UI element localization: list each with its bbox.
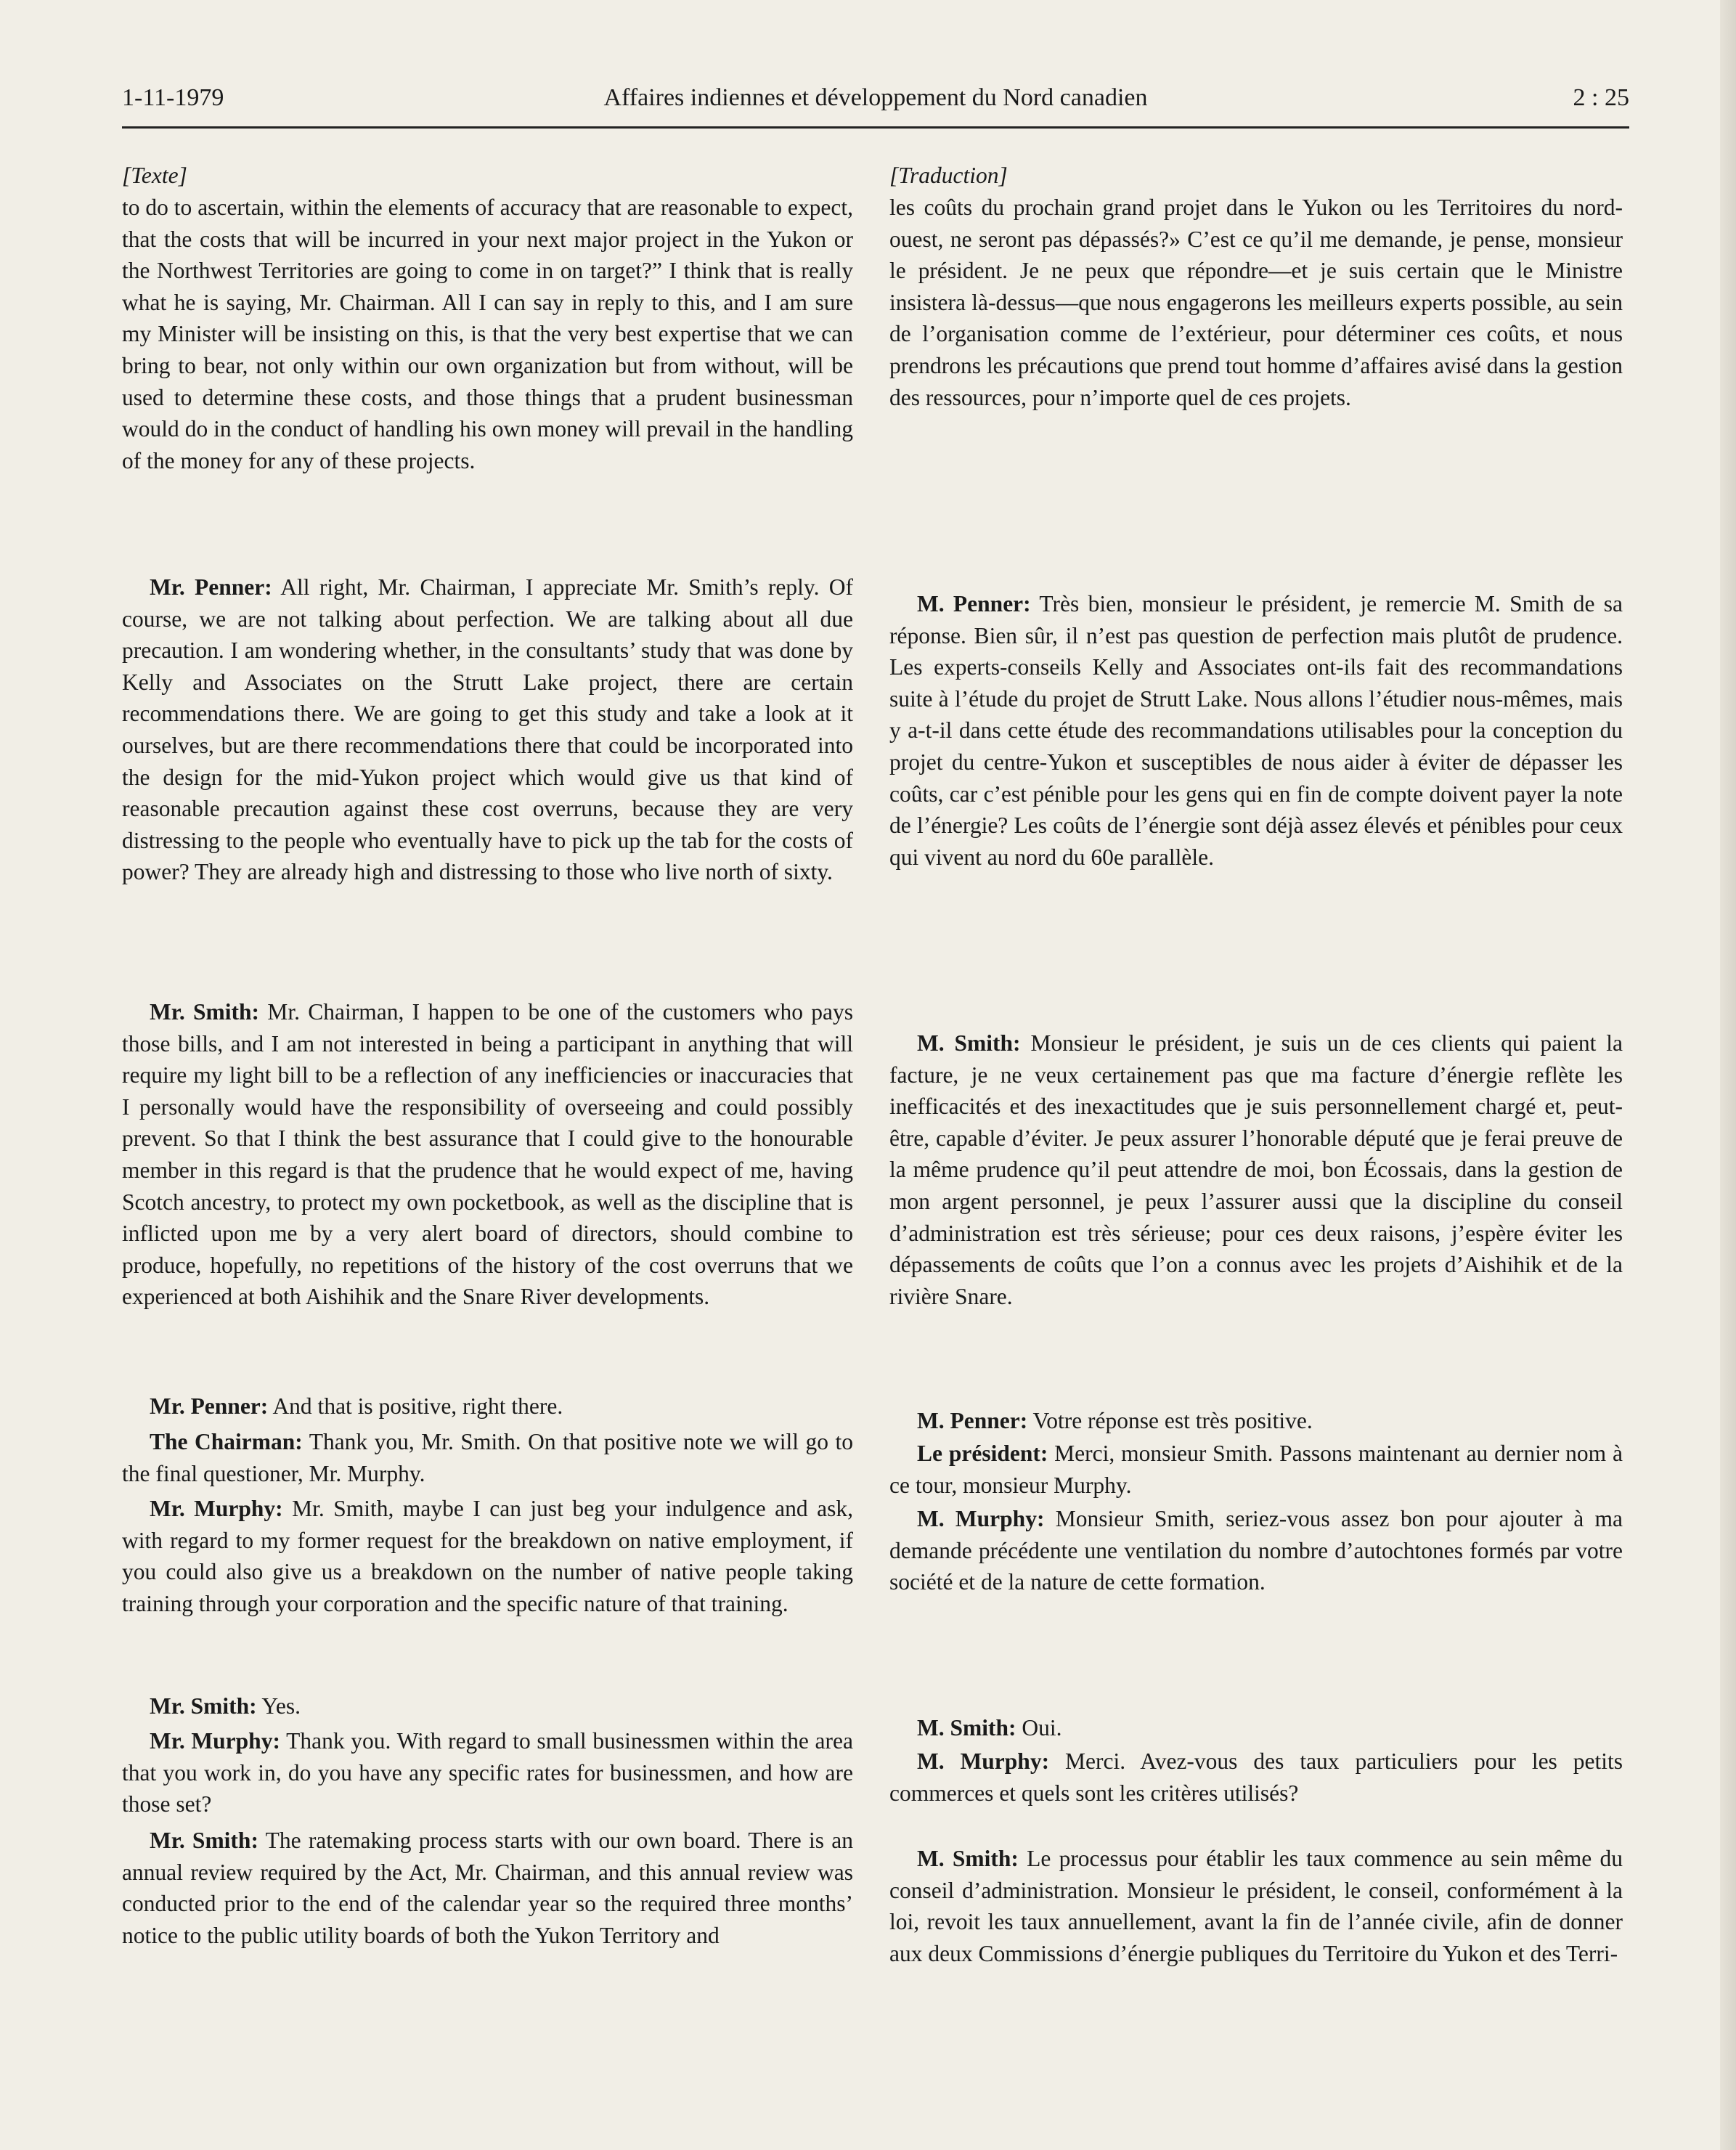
french-paragraph-9 (889, 1843, 1623, 1969)
english-paragraph-5 (122, 1426, 853, 1489)
running-header (122, 84, 1629, 122)
french-paragraph-text: Le processus pour établir les taux commence au sein même du conseil d’administration. Monsieur le président, le conseil, conformément à la loi, revoit les taux annuellement, avant la fin de l’année civile, afin de donner aux deux Commissions d’énergie publiques du Territoire du Yukon et des Terri- (889, 1846, 1623, 1966)
french-paragraph-text: Merci. Avez-vous des taux particuliers pour les petits commerces et quels sont les critères utilisés? (889, 1748, 1623, 1806)
french-paragraph-7 (889, 1712, 1623, 1744)
french-paragraph-8 (889, 1746, 1623, 1809)
french-paragraph-6 (889, 1503, 1623, 1598)
french-paragraph-text: Votre réponse est très positive. (1032, 1408, 1313, 1433)
english-paragraph-text: All right, Mr. Chairman, I appreciate Mr. Smith’s reply. Of course, we are not talking about perfection. We are talking about all due precaution. I am wondering whether, in the consultants’ study that was done by Kelly and Associates on the Strutt Lake project, there are certain recommendations there. We are going to get this study and take a look at it ourselves, but are there recommendations there that could be incorporated into the design for the mid-Yukon project which would give us that kind of reasonable precaution against these cost overruns, because they are very distressing to the people who eventually have to pick up the tab for the costs of power? They are already high and distressing to those who live north of sixty. (122, 574, 853, 885)
english-column (122, 160, 854, 1948)
speaker-label: The Chairman: (150, 1429, 303, 1454)
header-title: Affaires indiennes et développement du Nord canadien (603, 84, 1148, 111)
speaker-label: Mr. Murphy: (150, 1496, 283, 1521)
speaker-label: M. Smith: (917, 1846, 1019, 1871)
english-paragraph-text: Mr. Smith, maybe I can just beg your indulgence and ask, with regard to my former request for the breakdown on native employment, if you could also give us a breakdown on the number of native people taking training through your corporation and the specific nature of that training. (122, 1496, 853, 1616)
speaker-label: Mr. Murphy: (150, 1728, 280, 1754)
speaker-label: Mr. Smith: (150, 1828, 258, 1853)
french-paragraph-3 (889, 1027, 1623, 1312)
english-paragraph-text: Thank you. With regard to small businessmen within the area that you work in, do you have any specific rates for businessmen, and how are those set? (122, 1728, 853, 1817)
english-paragraph-6 (122, 1493, 853, 1619)
french-column-label: [Traduction] (889, 163, 1008, 188)
header-page-number: 2 : 25 (1573, 84, 1629, 111)
speaker-label: M. Penner: (917, 591, 1031, 616)
french-paragraph-text: Très bien, monsieur le président, je remercie M. Smith de sa réponse. Bien sûr, il n’est pas question de perfection mais plutôt de prudence. Les experts-conseils Kelly and Associates ont-ils fait des recommandations suite à l’étude du projet de Strutt Lake. Nous allons l’étudier nous-mêmes, mais y a-t-il dans cette étude des recommandations utilisables pour la conception du projet du centre-Yukon et susceptibles de nous aider à éviter de dépasser les coûts, car c’est pénible pour les gens qui en fin de compte doivent payer la note de l’énergie? Les coûts de l’énergie sont déjà assez élevés et pénibles pour ceux qui vivent au nord du 60e parallèle. (889, 591, 1623, 870)
english-paragraph-9 (122, 1825, 853, 1951)
header-rule (122, 126, 1629, 129)
speaker-label: Mr. Penner: (150, 574, 272, 600)
english-paragraph-text: The ratemaking process starts with our own board. There is an annual review required by the Act, Mr. Chairman, and this annual review was conducted prior to the end of the calendar year so the required three months’ notice to the public utility boards of both the Yukon Territory and (122, 1828, 853, 1948)
english-paragraph-3 (122, 996, 853, 1313)
french-paragraph-text: Monsieur Smith, seriez-vous assez bon pour ajouter à ma demande précédente une ventilation du nombre d’autochtones formés par votre société et de la nature de cette formation. (889, 1506, 1623, 1595)
english-paragraph-text: Thank you, Mr. Smith. On that positive note we will go to the final questioner, Mr. Murphy. (122, 1429, 854, 1486)
speaker-label: Mr. Smith: (150, 1693, 257, 1719)
french-paragraph-text: Monsieur le président, je suis un de ces clients qui paient la facture, je ne veux certainement pas que ma facture d’énergie reflète les inefficacités et des inexactitudes que je suis personnellement chargé et, peut-être, capable d’éviter. Je peux assurer l’honorable député que je ferai preuve de la même prudence qu’il peut attendre de moi, bon Écossais, dans la gestion de mon argent personnel, je peux l’assurer aussi que la discipline du conseil d’administration est très sérieuse; pour ces deux raisons, j’espère éviter les dépassements de coûts que l’on a connus avec les projets d’Aishihik et de la rivière Snare. (889, 1030, 1623, 1309)
french-paragraph-1 (889, 192, 1623, 413)
speaker-label: M. Murphy: (917, 1506, 1045, 1531)
french-paragraph-text: Oui. (1022, 1715, 1062, 1740)
page-edge (1720, 0, 1736, 2150)
english-paragraph-text: Yes. (261, 1693, 301, 1719)
speaker-label: M. Smith: (917, 1715, 1016, 1740)
speaker-label: Mr. Smith: (150, 999, 260, 1025)
english-column-label: [Texte] (122, 163, 187, 188)
french-paragraph-text: Merci, monsieur Smith. Passons maintenant au dernier nom à ce tour, monsieur Murphy. (889, 1441, 1623, 1498)
speaker-label: M. Murphy: (917, 1748, 1050, 1774)
french-paragraph-5 (889, 1438, 1623, 1501)
speaker-label: Le président: (917, 1441, 1048, 1466)
english-paragraph-8 (122, 1725, 853, 1820)
english-paragraph-1 (122, 192, 853, 476)
english-paragraph-text: And that is positive, right there. (272, 1393, 563, 1419)
english-paragraph-4 (122, 1390, 853, 1422)
french-paragraph-2 (889, 588, 1623, 873)
speaker-label: Mr. Penner: (150, 1393, 269, 1419)
speaker-label: M. Smith: (917, 1030, 1021, 1056)
french-paragraph-4 (889, 1405, 1623, 1437)
header-date: 1-11-1979 (122, 84, 224, 111)
speaker-label: M. Penner: (917, 1408, 1028, 1433)
english-paragraph-text: Mr. Chairman, I happen to be one of the customers who pays those bills, and I am not interested in being a participant in anything that will require my light bill to be a reflection of any inefficiencies or inaccuracies that I personally would have the responsibility of overseeing and could possibly prevent. So that I think the best assurance that I could give to the honourable member in this regard is that the prudence that he would expect of me, having Scotch ancestry, to protect my own pocketbook, as well as the discipline that is inflicted upon me by a very alert board of directors, should combine to produce, hopefully, no repetitions of the history of the cost overruns that we experienced at both Aishihik and the Snare River developments. (122, 999, 853, 1310)
french-column (889, 160, 1623, 1966)
english-paragraph-2 (122, 571, 853, 888)
english-paragraph-text: to do to ascertain, within the elements of accuracy that are reasonable to expect, that the costs that will be incurred in your next major project in the Yukon or the Northwest Territories are going to come in on target?” I think that is really what he is saying, Mr. Chairman. All I can say in reply to this, and I am sure my Minister will be insisting on this, is that the very best expertise that we can bring to bear, not only within our own organization but from without, will be used to determine these costs, and those things that a prudent businessman would do in the conduct of handling his own money will prevail in the handling of the money for any of these projects. (122, 195, 853, 473)
french-paragraph-text: les coûts du prochain grand projet dans le Yukon ou les Territoires du nord-ouest, ne seront pas dépassés?» C’est ce qu’il me demande, je pense, monsieur le président. Je ne peux que répondre—et je suis certain que le Ministre insistera là-dessus—que nous engagerons les meilleurs experts possible, au sein de l’organisation comme de l’extérieur, pour déterminer ces coûts, et nous prendrons les précautions que prend tout homme d’affaires avisé dans la gestion des ressources, pour n’importe quel de ces projets. (889, 195, 1623, 410)
english-paragraph-7 (122, 1690, 853, 1722)
